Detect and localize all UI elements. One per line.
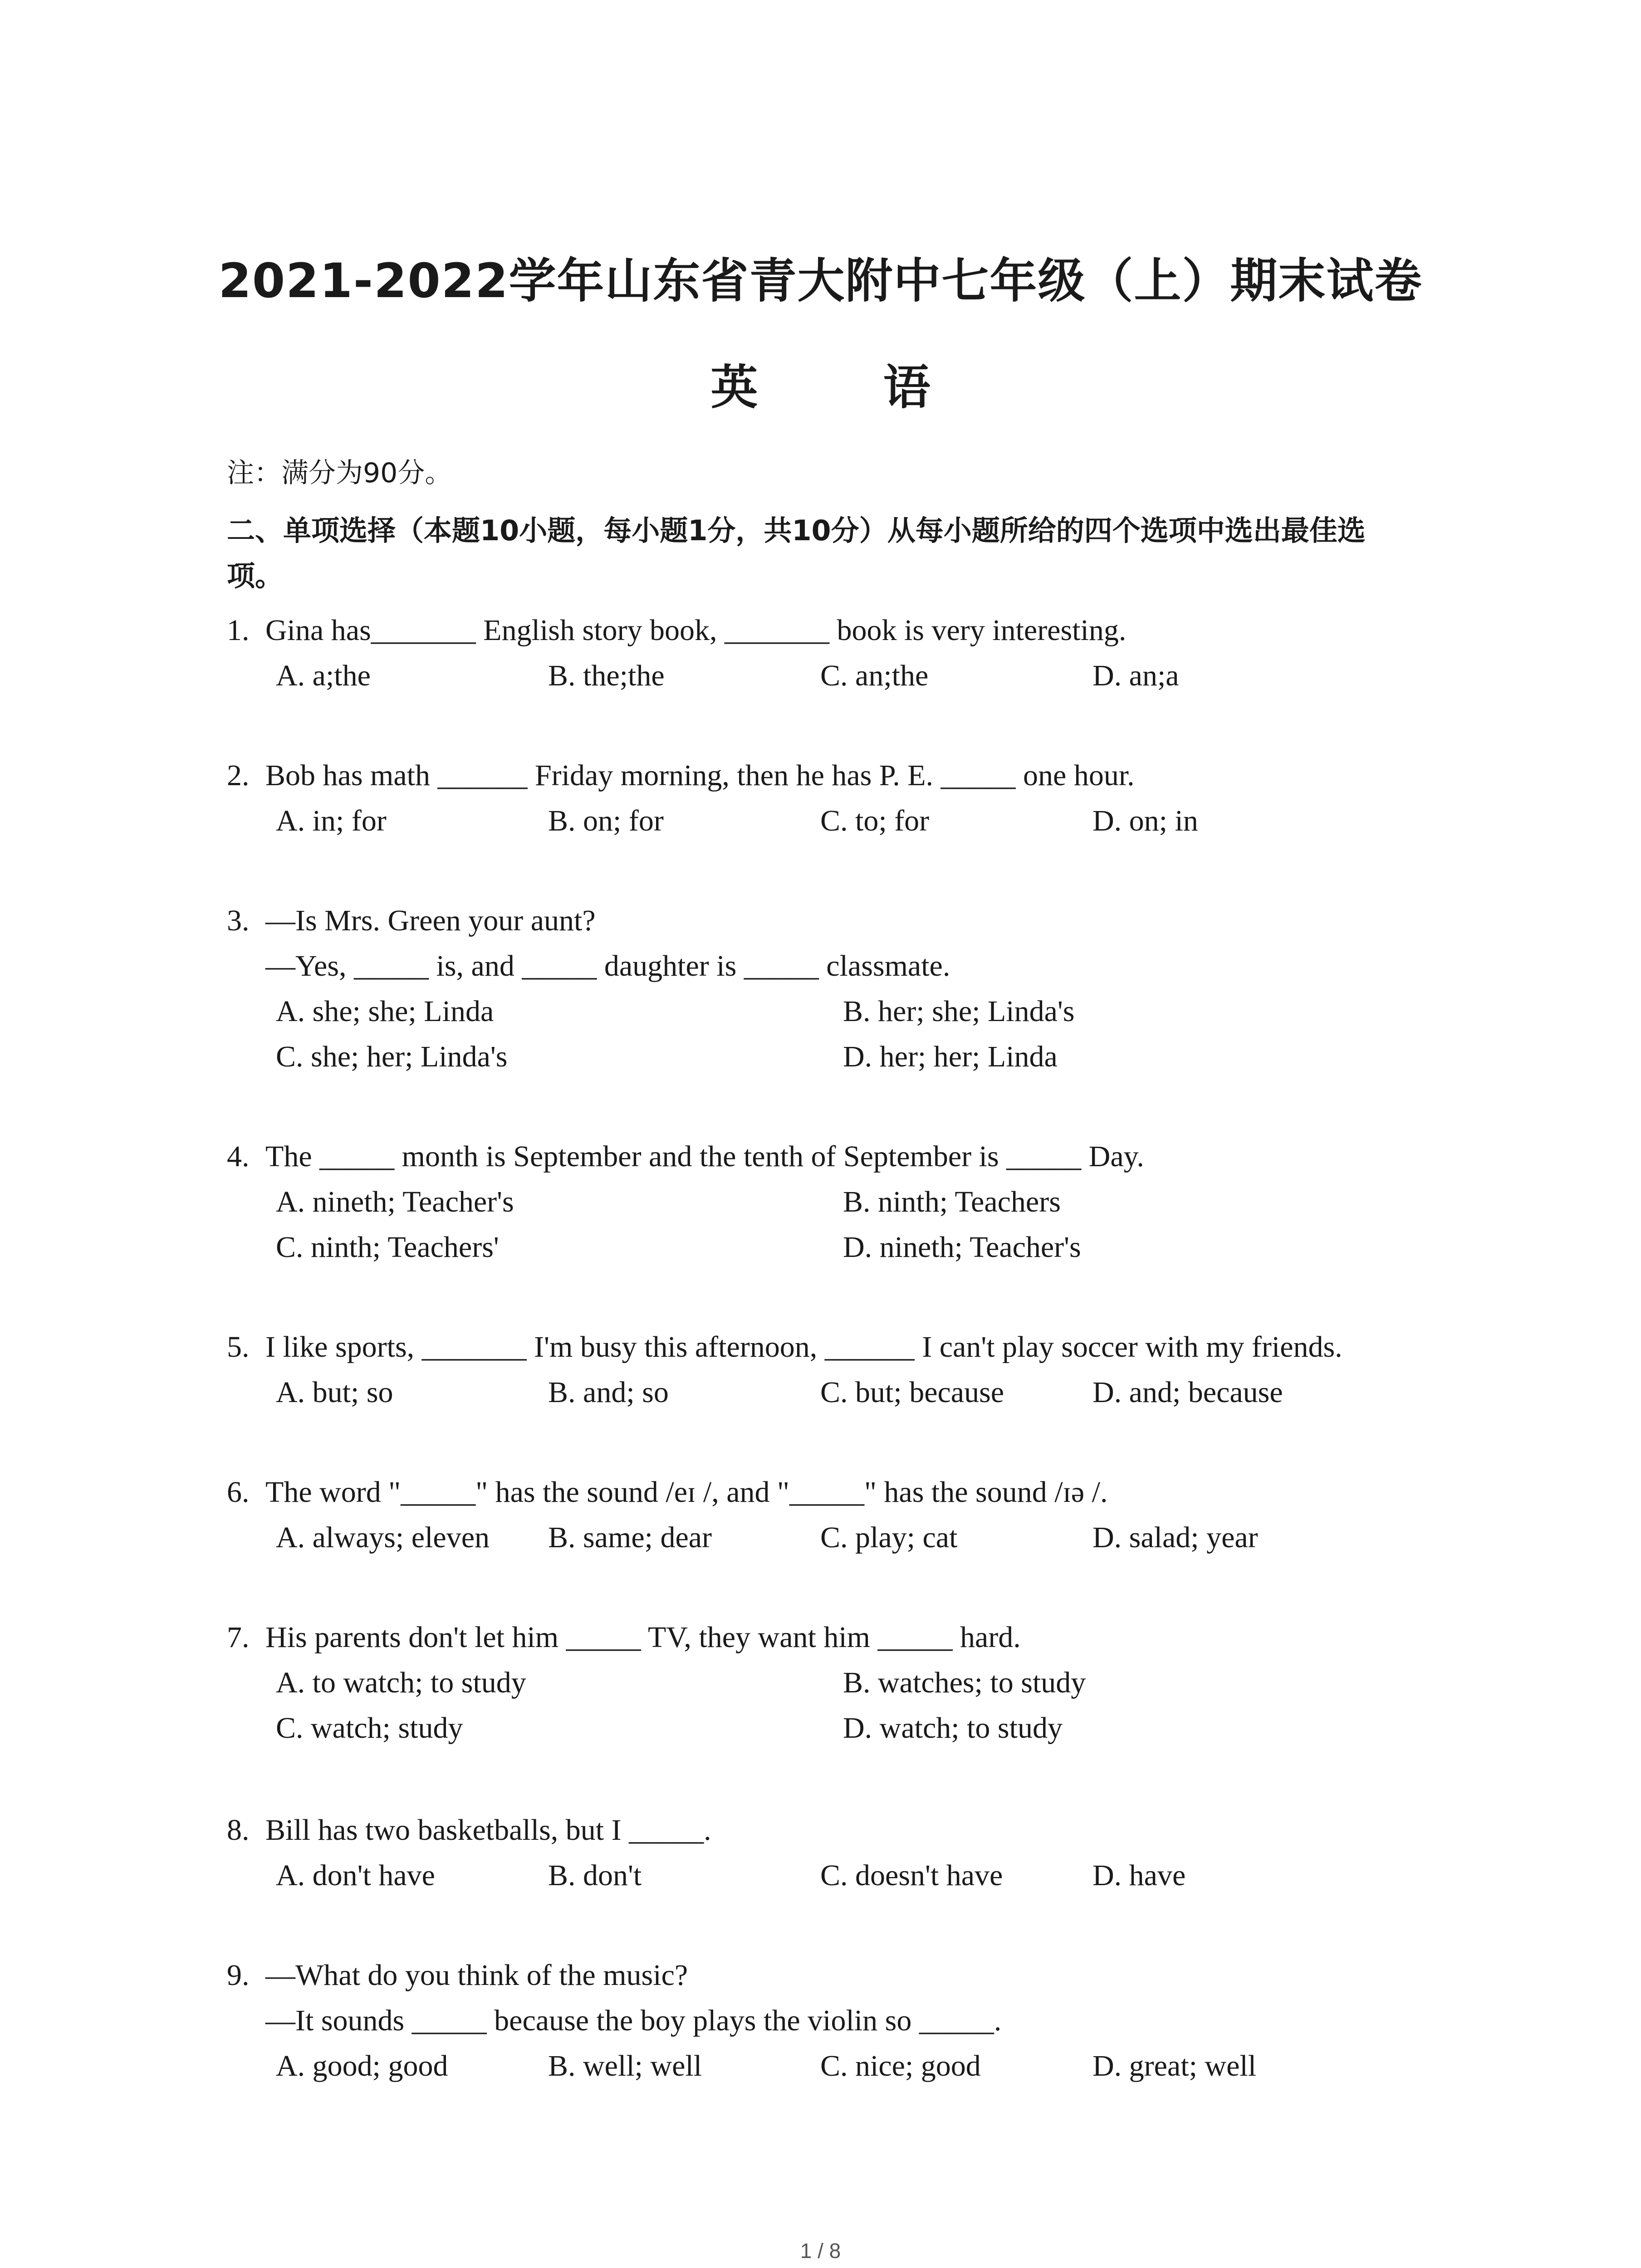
option-a: A. a;the xyxy=(276,659,371,692)
question-6 xyxy=(227,1470,1452,1560)
options-row xyxy=(227,1660,1452,1706)
option-d: D. nineth; Teacher's xyxy=(843,1231,1081,1264)
question-number: 6. xyxy=(227,1476,250,1509)
question-text: Bill has two basketballs, but I _____. xyxy=(265,1813,711,1847)
question-8 xyxy=(227,1808,1452,1898)
question-number: 8. xyxy=(227,1813,250,1847)
question-text: The word "_____" has the sound /eɪ /, and "_____" has the sound /ɪə /. xyxy=(265,1476,1108,1509)
exam-title: 2021-2022学年山东省青大附中七年级（上）期末试卷 xyxy=(218,253,1423,308)
option-c: C. but; because xyxy=(820,1376,1004,1409)
options-row xyxy=(227,798,1452,844)
option-d: D. watch; to study xyxy=(843,1711,1063,1745)
question-text: —Is Mrs. Green your aunt? xyxy=(265,904,596,937)
question-stem-line xyxy=(227,1325,1452,1370)
option-b: B. well; well xyxy=(548,2049,702,2082)
option-b: B. on; for xyxy=(548,804,664,837)
question-number: 5. xyxy=(227,1330,250,1364)
question-text: Bob has math ______ Friday morning, then he has P. E. _____ one hour. xyxy=(265,759,1135,792)
option-a: A. good; good xyxy=(276,2049,448,2082)
question-number: 9. xyxy=(227,1959,250,1992)
question-4 xyxy=(227,1134,1452,1270)
question-stem-line xyxy=(227,1470,1452,1515)
section-heading-line-1: 二、单项选择（本题10小题，每小题1分，共10分）从每小题所给的四个选项中选出最佳选 xyxy=(227,514,1366,547)
question-stem-line xyxy=(227,1134,1452,1179)
question-text: I like sports, _______ I'm busy this afternoon, ______ I can't play soccer with my friends. xyxy=(265,1330,1342,1364)
option-a: A. in; for xyxy=(276,804,387,837)
question-number: 1. xyxy=(227,614,250,647)
option-a: A. don't have xyxy=(276,1859,435,1892)
question-stem-line xyxy=(227,1615,1452,1660)
option-c: C. play; cat xyxy=(820,1521,958,1554)
question-stem-line xyxy=(227,1953,1452,1998)
option-d: D. salad; year xyxy=(1092,1521,1258,1554)
question-number: 7. xyxy=(227,1621,250,1654)
option-a: A. she; she; Linda xyxy=(276,995,494,1028)
question-9 xyxy=(227,1953,1452,2089)
option-c: C. watch; study xyxy=(276,1711,463,1745)
question-stem-line xyxy=(227,898,1452,943)
question-number: 4. xyxy=(227,1140,250,1173)
options-row xyxy=(227,1179,1452,1225)
question-stem-line xyxy=(227,753,1452,798)
option-c: C. nice; good xyxy=(820,2049,981,2082)
option-a: A. nineth; Teacher's xyxy=(276,1185,514,1218)
options-row xyxy=(227,1706,1452,1751)
options-row xyxy=(227,1034,1452,1080)
option-b: B. same; dear xyxy=(548,1521,712,1554)
option-d: D. on; in xyxy=(1092,804,1198,837)
option-c: C. doesn't have xyxy=(820,1859,1003,1892)
option-b: B. the;the xyxy=(548,659,665,692)
question-number: 2. xyxy=(227,759,250,792)
question-5 xyxy=(227,1325,1452,1415)
section-heading-line-2: 项。 xyxy=(227,559,284,592)
option-d: D. great; well xyxy=(1092,2049,1257,2082)
option-a: A. to watch; to study xyxy=(276,1666,526,1699)
option-d: D. have xyxy=(1092,1859,1186,1892)
question-text: The _____ month is September and the tenth of September is _____ Day. xyxy=(265,1140,1144,1173)
options-row xyxy=(227,989,1452,1034)
option-b: B. watches; to study xyxy=(843,1666,1086,1699)
score-note: 注：满分为90分。 xyxy=(227,457,452,489)
question-text: His parents don't let him _____ TV, they want him _____ hard. xyxy=(265,1621,1021,1654)
options-row xyxy=(227,1225,1452,1270)
page-number: 1 / 8 xyxy=(800,2239,841,2263)
options-row xyxy=(227,1853,1452,1898)
option-b: B. her; she; Linda's xyxy=(843,995,1075,1028)
option-c: C. to; for xyxy=(820,804,930,837)
question-7 xyxy=(227,1615,1452,1751)
option-c: C. ninth; Teachers' xyxy=(276,1231,499,1264)
question-text: —Yes, _____ is, and _____ daughter is _____ classmate. xyxy=(265,949,950,982)
question-3 xyxy=(227,898,1452,1080)
question-stem-line xyxy=(227,1808,1452,1853)
question-stem-line xyxy=(227,943,1452,989)
option-b: B. ninth; Teachers xyxy=(843,1185,1061,1218)
question-text: Gina has_______ English story book, _______ book is very interesting. xyxy=(265,614,1127,647)
option-d: D. her; her; Linda xyxy=(843,1040,1058,1073)
option-b: B. don't xyxy=(548,1859,642,1892)
options-row xyxy=(227,1370,1452,1415)
options-row xyxy=(227,653,1452,699)
question-stem-line xyxy=(227,1998,1452,2043)
options-row xyxy=(227,1515,1452,1560)
options-row xyxy=(227,2043,1452,2089)
option-a: A. but; so xyxy=(276,1376,393,1409)
question-2 xyxy=(227,753,1452,844)
option-a: A. always; eleven xyxy=(276,1521,490,1554)
option-b: B. and; so xyxy=(548,1376,669,1409)
exam-subject: 英 语 xyxy=(710,360,985,415)
option-d: D. an;a xyxy=(1092,659,1179,692)
option-d: D. and; because xyxy=(1092,1376,1283,1409)
question-number: 3. xyxy=(227,904,250,937)
option-c: C. an;the xyxy=(820,659,929,692)
option-c: C. she; her; Linda's xyxy=(276,1040,508,1073)
section-heading xyxy=(227,508,1452,599)
question-1 xyxy=(227,608,1452,699)
question-stem-line xyxy=(227,608,1452,653)
question-text: —It sounds _____ because the boy plays the violin so _____. xyxy=(265,2004,1002,2037)
question-text: —What do you think of the music? xyxy=(265,1959,688,1992)
